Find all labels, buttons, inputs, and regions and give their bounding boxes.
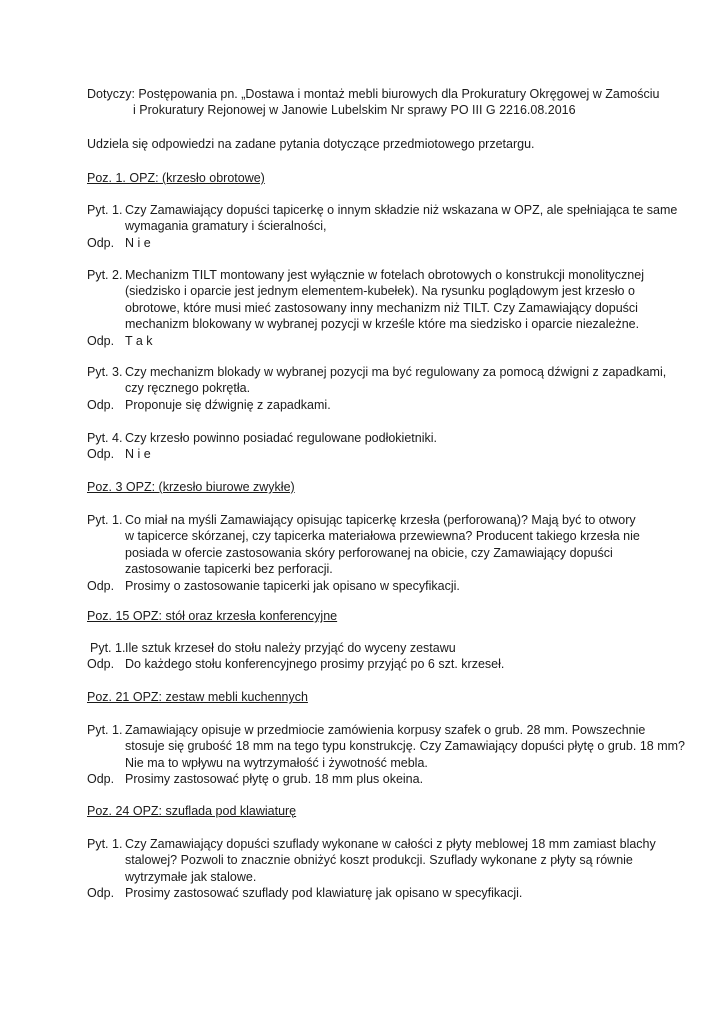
- question-text-line: Czy krzesło powinno posiadać regulowane podłokietniki.: [125, 431, 437, 445]
- answer-label: Odp.: [87, 886, 115, 901]
- header-line-1: Dotyczy: Postępowania pn. „Dostawa i montaż mebli biurowych dla Prokuratury Okręgowej w Zamościu: [87, 87, 660, 101]
- answer-label: Odp.: [87, 578, 115, 593]
- section-title-poz-3: Poz. 3 OPZ: (krzesło biurowe zwykłe): [87, 480, 295, 494]
- answer-label: Odp.: [87, 447, 115, 462]
- question-poz21-pyt1: [87, 722, 687, 788]
- question-poz3-pyt1: [87, 512, 687, 594]
- header-line-2: i Prokuratury Rejonowej w Janowie Lubelskim Nr sprawy PO III G 2216.08.2016: [133, 103, 576, 118]
- intro-text: Udziela się odpowiedzi na zadane pytania dotyczące przedmiotowego przetargu.: [87, 137, 535, 151]
- question-poz15-pyt1: [87, 640, 687, 673]
- answer-label: Odp.: [87, 657, 115, 672]
- question-text-line: Co miał na myśli Zamawiający opisując tapicerkę krzesła (perforowaną)? Mają być to otwory: [125, 513, 636, 527]
- question-poz1-pyt4: [87, 430, 687, 463]
- question-text-line: mechanizm blokowany w wybranej pozycji w krześle które ma siedzisko i oparcie niezależne.: [125, 317, 640, 332]
- answer-label: Odp.: [87, 772, 115, 787]
- question-label: Pyt. 1.: [87, 837, 123, 851]
- section-title-poz-21: Poz. 21 OPZ: zestaw mebli kuchennych: [87, 690, 308, 704]
- question-text-line: czy ręcznego pokrętła.: [125, 381, 251, 396]
- question-poz24-pyt1: [87, 836, 687, 902]
- answer-text: Proponuje się dźwignię z zapadkami.: [125, 397, 331, 412]
- question-label: Pyt. 2.: [87, 268, 123, 282]
- question-text-line: w tapicerce skórzanej, czy tapicerka materiałowa przewiewna? Producent takiego krzesła nie: [125, 529, 640, 544]
- question-poz1-pyt1: [87, 202, 687, 251]
- question-label: Pyt. 1.: [90, 641, 126, 655]
- answer-text: T a k: [125, 333, 153, 348]
- question-label: Pyt. 1.: [87, 513, 123, 527]
- question-text-line: zastosowanie tapicerki bez perforacji.: [125, 562, 333, 577]
- question-text-line: posiada w ofercie zastosowania skóry perforowanej na obicie, czy Zamawiający dopuści: [125, 545, 613, 560]
- answer-label: Odp.: [87, 235, 115, 250]
- question-text-line: Zamawiający opisuje w przedmiocie zamówienia korpusy szafek o grub. 28 mm. Powszechnie: [125, 723, 646, 737]
- answer-text: N i e: [125, 235, 151, 250]
- question-text-line: Ile sztuk krzeseł do stołu należy przyjąć do wyceny zestawu: [125, 641, 456, 655]
- section-title-poz-15: Poz. 15 OPZ: stół oraz krzesła konferencyjne: [87, 609, 338, 623]
- question-label: Pyt. 3.: [87, 365, 123, 379]
- answer-text: Do każdego stołu konferencyjnego prosimy przyjąć po 6 szt. krzeseł.: [125, 657, 505, 672]
- answer-label: Odp.: [87, 397, 115, 412]
- question-text-line: Czy Zamawiający dopuści tapicerkę o innym składzie niż wskazana w OPZ, ale spełniająca te same: [125, 203, 678, 217]
- section-title-poz-24: Poz. 24 OPZ: szuflada pod klawiaturę: [87, 804, 297, 818]
- question-label: Pyt. 4.: [87, 431, 123, 445]
- question-text-line: stalowej? Pozwoli to znacznie obniżyć koszt produkcji. Szuflady wykonane z płyty są równie: [125, 853, 633, 868]
- answer-label: Odp.: [87, 333, 115, 348]
- answer-text: N i e: [125, 447, 151, 462]
- answer-text: Prosimy zastosować szuflady pod klawiaturę jak opisano w specyfikacji.: [125, 886, 523, 901]
- question-label: Pyt. 1.: [87, 203, 123, 217]
- question-text-line: stosuje się grubość 18 mm na tego typu konstrukcję. Czy Zamawiający dopuści płytę o grub. 18 mm?: [125, 739, 685, 754]
- section-title-poz-1: Poz. 1. OPZ: (krzesło obrotowe): [87, 171, 265, 185]
- question-text-line: wytrzymałe jak stalowe.: [125, 869, 257, 884]
- question-text-line: (siedzisko i oparcie jest jednym elementem-kubełek). Na rysunku poglądowym jest krzesło o: [125, 284, 635, 299]
- answer-text: Prosimy o zastosowanie tapicerki jak opisano w specyfikacji.: [125, 578, 460, 593]
- question-text-line: wymagania gramatury i ścieralności,: [125, 219, 327, 234]
- question-text-line: Mechanizm TILT montowany jest wyłącznie w fotelach obrotowych o konstrukcji monolitycznej: [125, 268, 644, 282]
- document-header: [87, 86, 687, 119]
- question-text-line: Czy Zamawiający dopuści szuflady wykonane w całości z płyty meblowej 18 mm zamiast blachy: [125, 837, 656, 851]
- question-poz1-pyt3: [87, 364, 687, 413]
- question-text-line: Nie ma to wpływu na wytrzymałość i żywotność mebla.: [125, 755, 428, 770]
- question-text-line: obrotowe, które musi mieć zastosowany inny mechanizm niż TILT. Czy Zamawiający dopuści: [125, 300, 638, 315]
- question-label: Pyt. 1.: [87, 723, 123, 737]
- question-text-line: Czy mechanizm blokady w wybranej pozycji ma być regulowany za pomocą dźwigni z zapadkami,: [125, 365, 667, 379]
- answer-text: Prosimy zastosować płytę o grub. 18 mm plus okeina.: [125, 772, 424, 787]
- question-poz1-pyt2: [87, 267, 687, 349]
